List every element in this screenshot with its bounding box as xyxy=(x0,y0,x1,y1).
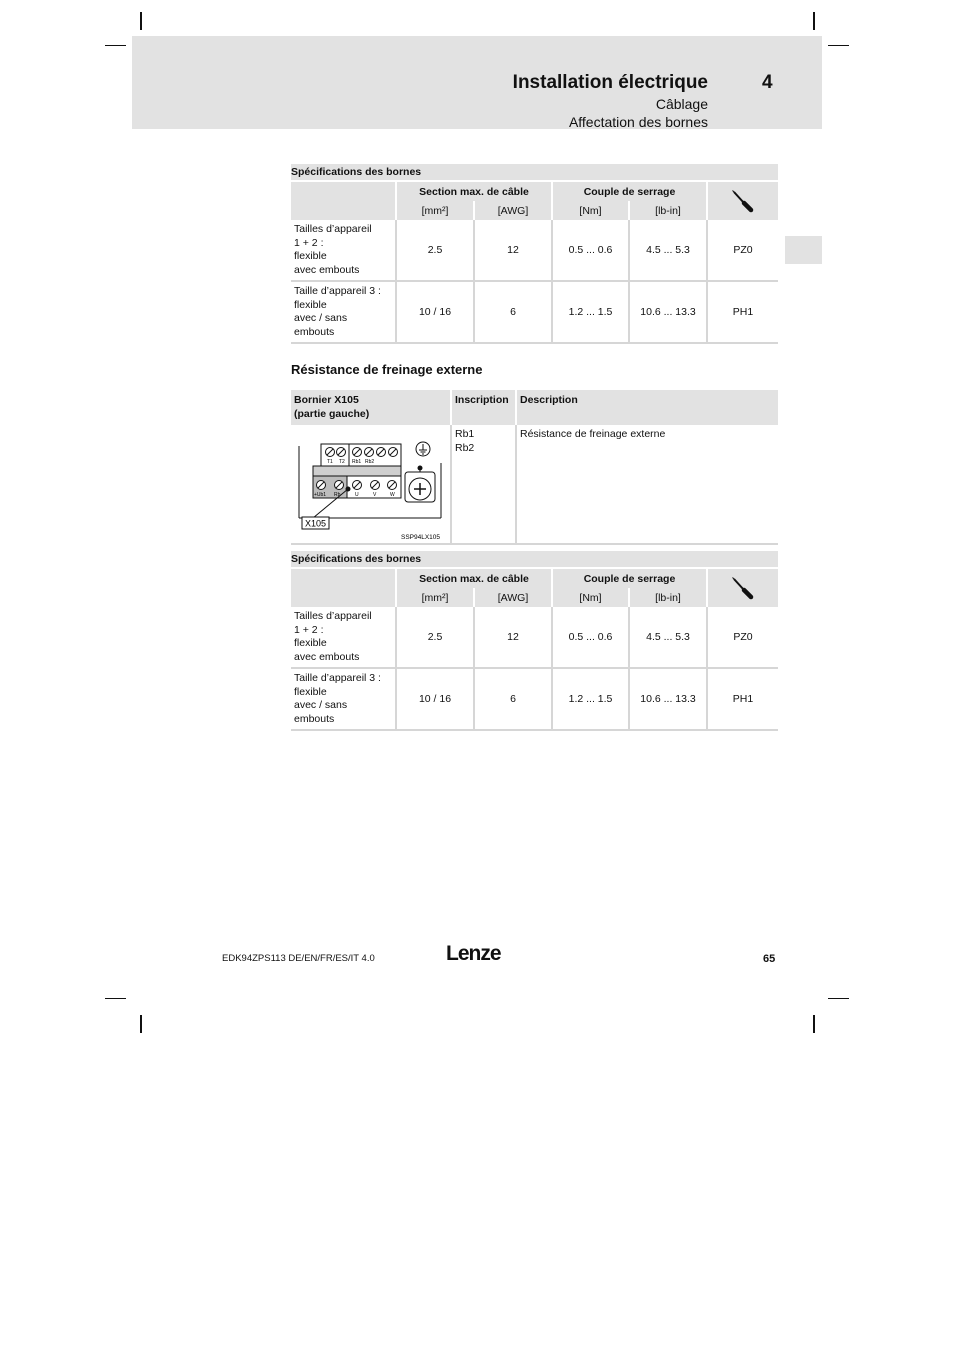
table-title: Spécifications des bornes xyxy=(291,551,778,568)
unit-mm2: [mm²] xyxy=(396,588,474,607)
brand-logo: Lenze xyxy=(446,942,501,965)
chapter-tab-marker xyxy=(785,236,822,264)
cell-lbin: 4.5 ... 5.3 xyxy=(629,220,707,281)
cell-tool: PZ0 xyxy=(707,607,778,668)
col-inscription: Inscription xyxy=(451,390,516,425)
screwdriver-cell xyxy=(707,568,778,607)
crop-mark xyxy=(105,45,126,46)
terminal-figure-cell xyxy=(291,425,451,544)
col-terminal-block: Bornier X105 (partie gauche) xyxy=(291,390,451,425)
crop-mark xyxy=(813,1015,815,1033)
section-heading: Résistance de freinage externe xyxy=(291,362,483,377)
table-row xyxy=(291,220,778,281)
terminal-block-x105-diagram xyxy=(291,428,445,540)
crop-mark xyxy=(105,998,126,999)
terminal-spec-table xyxy=(291,164,778,344)
terminal-spec-table xyxy=(291,551,778,731)
table-row xyxy=(291,668,778,730)
unit-lbin: [lb-in] xyxy=(629,588,707,607)
terminal-label-rb: Rb xyxy=(334,492,341,498)
ground-icon xyxy=(416,442,430,456)
cell-tool: PZ0 xyxy=(707,220,778,281)
cell-nm: 1.2 ... 1.5 xyxy=(552,281,629,343)
cell-lbin: 10.6 ... 13.3 xyxy=(629,281,707,343)
crop-mark xyxy=(828,45,849,46)
row-label: Taille d’appareil 3 : flexible avec / sans embouts xyxy=(291,281,396,343)
inscription-rb2: Rb2 xyxy=(455,441,475,454)
row-label: Tailles d’appareil 1 + 2 : flexible avec embouts xyxy=(291,607,396,668)
chapter-number: 4 xyxy=(762,72,773,93)
description-cell: Résistance de freinage externe xyxy=(516,425,778,544)
cell-mm2: 10 / 16 xyxy=(396,281,474,343)
cell-awg: 6 xyxy=(474,668,552,730)
row-label: Tailles d’appareil 1 + 2 : flexible avec embouts xyxy=(291,220,396,281)
col-cable-section: Section max. de câble xyxy=(396,181,552,201)
terminal-label-u: U xyxy=(355,492,359,498)
col-cable-section: Section max. de câble xyxy=(396,568,552,588)
terminal-label-t2: T2 xyxy=(339,459,345,465)
cell-awg: 12 xyxy=(474,607,552,668)
row-label: Taille d’appareil 3 : flexible avec / sans embouts xyxy=(291,668,396,730)
page-number: 65 xyxy=(763,953,776,965)
unit-mm2: [mm²] xyxy=(396,201,474,220)
section-subtitle: Câblage xyxy=(655,96,708,112)
cell-awg: 12 xyxy=(474,220,552,281)
connector-label: X105 xyxy=(305,518,327,529)
cell-lbin: 4.5 ... 5.3 xyxy=(629,607,707,668)
crop-mark xyxy=(140,1015,142,1033)
header-blank-cell xyxy=(291,568,396,607)
brake-resistor-table xyxy=(291,390,778,545)
crop-mark xyxy=(140,12,142,30)
col-tightening-torque: Couple de serrage xyxy=(552,181,707,201)
cell-lbin: 10.6 ... 13.3 xyxy=(629,668,707,730)
header-blank-cell xyxy=(291,181,396,220)
screwdriver-icon xyxy=(730,188,756,214)
terminal-label-rb2: Rb2 xyxy=(365,459,375,465)
unit-lbin: [lb-in] xyxy=(629,201,707,220)
cell-tool: PH1 xyxy=(707,668,778,730)
terminal-label-t1: T1 xyxy=(327,459,333,465)
unit-awg: [AWG] xyxy=(474,201,552,220)
cell-mm2: 10 / 16 xyxy=(396,668,474,730)
screwdriver-cell xyxy=(707,181,778,220)
inscription-cell xyxy=(451,425,516,544)
terminal-label-w: W xyxy=(390,492,395,498)
cell-mm2: 2.5 xyxy=(396,607,474,668)
chapter-title: Installation électrique xyxy=(512,72,708,93)
cell-mm2: 2.5 xyxy=(396,220,474,281)
screwdriver-icon xyxy=(730,575,756,601)
crop-mark xyxy=(813,12,815,30)
terminal-label-rb1: Rb1 xyxy=(352,459,362,465)
table-title: Spécifications des bornes xyxy=(291,164,778,181)
cell-nm: 1.2 ... 1.5 xyxy=(552,668,629,730)
cell-awg: 6 xyxy=(474,281,552,343)
figure-code: SSP94LX105 xyxy=(401,534,441,540)
inscription-rb1: Rb1 xyxy=(455,428,475,440)
unit-nm: [Nm] xyxy=(552,201,629,220)
col-tightening-torque: Couple de serrage xyxy=(552,568,707,588)
unit-awg: [AWG] xyxy=(474,588,552,607)
unit-nm: [Nm] xyxy=(552,588,629,607)
terminal-label-v: V xyxy=(373,492,377,498)
crop-mark xyxy=(828,998,849,999)
cell-nm: 0.5 ... 0.6 xyxy=(552,607,629,668)
cell-tool: PH1 xyxy=(707,281,778,343)
terminal-label-ub1: +Ub1 xyxy=(314,492,327,498)
col-description: Description xyxy=(516,390,778,425)
subsection-subtitle: Affectation des bornes xyxy=(568,114,708,130)
table-row xyxy=(291,607,778,668)
document-code: EDK94ZPS113 DE/EN/FR/ES/IT 4.0 xyxy=(222,953,375,964)
table-row xyxy=(291,281,778,343)
cell-nm: 0.5 ... 0.6 xyxy=(552,220,629,281)
